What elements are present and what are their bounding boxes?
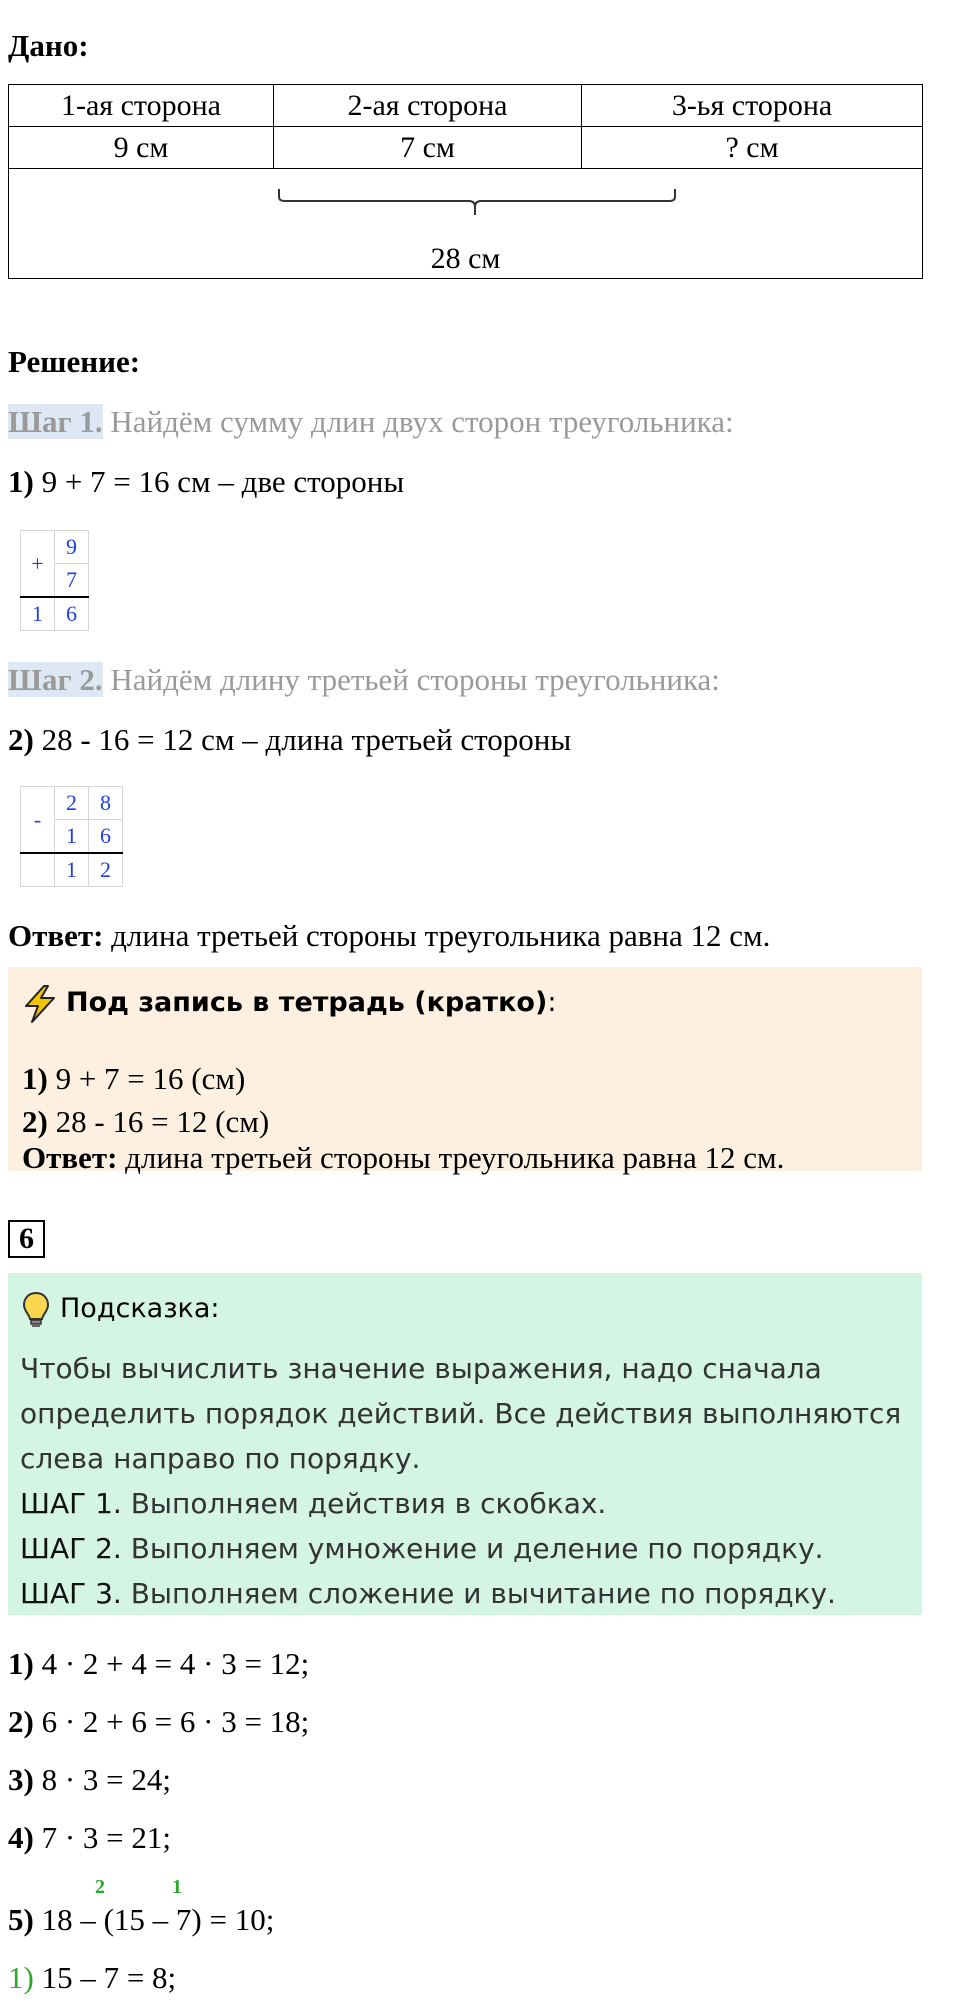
task6-line-2 [8, 1702, 309, 1742]
note-line2-number: 2) [22, 1104, 48, 1139]
line2-text: 28 - 16 = 12 см – длина третьей стороны [33, 722, 572, 757]
given-value-1: 9 см [9, 127, 274, 169]
hint-step-text: Выполняем действия в скобках. [121, 1487, 607, 1520]
calc-line-1 [8, 462, 404, 502]
task6-line-number: 4) [8, 1820, 34, 1855]
calc2-result-digit: 2 [89, 853, 123, 887]
note-line1-number: 1) [22, 1061, 48, 1096]
notebook-note-box [8, 967, 922, 1175]
hint-step-label: ШАГ 3. [20, 1577, 122, 1610]
order-mark-2: 2 [95, 1876, 105, 1898]
line1-number: 1) [8, 464, 34, 499]
calc1-result-digit: 1 [21, 597, 55, 631]
lightbulb-icon [22, 1290, 50, 1330]
task6-subline-1 [8, 1958, 176, 1998]
note-title: Под запись в тетрадь (кратко) [66, 987, 548, 1018]
hint-step-text: Выполняем умножение и деление по порядку. [121, 1532, 824, 1565]
note-line-1 [22, 1059, 245, 1099]
column-subtraction [20, 786, 123, 887]
hint-box [8, 1273, 922, 1615]
calc-line-2 [8, 720, 571, 760]
answer-text: длина третьей стороны треугольника равна 12 см. [103, 918, 771, 953]
hint-paragraph: определить порядок действий. Все действия выполняются [20, 1397, 902, 1430]
column-addition [20, 530, 89, 631]
hint-step-1 [20, 1481, 901, 1526]
given-title: Дано: [8, 28, 89, 63]
task6-line-number: 2) [8, 1704, 34, 1739]
hint-title-line [22, 1289, 220, 1330]
task6-line-text: 8 · 3 = 24; [33, 1762, 171, 1797]
hint-step-3 [20, 1571, 901, 1616]
task6-line-number: 5) [8, 1902, 34, 1937]
minus-sign: - [21, 787, 55, 854]
note-colon: : [547, 987, 557, 1018]
note-answer [22, 1140, 785, 1175]
given-table [8, 84, 923, 279]
line1-text: 9 + 7 = 16 см – две стороны [33, 464, 405, 499]
given-header-2: 2-ая сторона [274, 85, 582, 127]
hint-body [20, 1346, 901, 1616]
note-answer-label: Ответ: [22, 1140, 118, 1175]
calc1-digit: 9 [55, 531, 89, 564]
step1-label: Шаг 1. [8, 404, 103, 439]
given-header-1: 1-ая сторона [9, 85, 274, 127]
task6-line-1 [8, 1644, 309, 1684]
given-sum-cell [9, 169, 923, 279]
note-answer-text: длина третьей стороны треугольника равна 12 см. [117, 1140, 785, 1175]
step1-line [8, 402, 734, 442]
task6-line-text: 6 · 2 + 6 = 6 · 3 = 18; [33, 1704, 310, 1739]
hint-step-label: ШАГ 2. [20, 1532, 122, 1565]
calc2-digit: 6 [89, 820, 123, 854]
hint-step-text: Выполняем сложение и вычитание по порядку. [121, 1577, 836, 1610]
calc2-digit: 8 [89, 787, 123, 820]
curly-brace-icon [277, 187, 677, 221]
answer-line [8, 916, 770, 956]
given-sum: 28 см [430, 242, 501, 275]
task6-subline-text: 15 – 7 = 8; [33, 1960, 177, 1995]
step1-text: Найдём сумму длин двух сторон треугольника: [102, 404, 734, 439]
given-value-2: 7 см [274, 127, 582, 169]
task6-line-text: 4 · 2 + 4 = 4 · 3 = 12; [33, 1646, 310, 1681]
calc1-digit: 7 [55, 564, 89, 598]
hint-title: Подсказка: [60, 1293, 220, 1324]
step2-label: Шаг 2. [8, 662, 103, 697]
line2-number: 2) [8, 722, 34, 757]
given-header-3: 3-ья сторона [582, 85, 923, 127]
task6-line-3 [8, 1760, 171, 1800]
solution-title: Решение: [8, 344, 141, 379]
note-line1-text: 9 + 7 = 16 (см) [47, 1061, 246, 1096]
order-mark-1: 1 [172, 1876, 182, 1898]
task6-line-text: 18 – (15 – 7) = 10; [33, 1902, 275, 1937]
note-title-line [22, 983, 556, 1024]
answer-label: Ответ: [8, 918, 104, 953]
given-value-3: ? см [582, 127, 923, 169]
hint-paragraph: слева направо по порядку. [20, 1442, 421, 1475]
calc1-result-digit: 6 [55, 597, 89, 631]
calc2-digit: 2 [55, 787, 89, 820]
task-number: 6 [8, 1220, 45, 1258]
hint-step-2 [20, 1526, 901, 1571]
plus-sign: + [21, 531, 55, 598]
note-line-2 [22, 1102, 269, 1142]
note-line2-text: 28 - 16 = 12 (см) [47, 1104, 270, 1139]
lightning-icon [22, 984, 58, 1024]
task6-line-5 [8, 1900, 274, 1940]
step2-text: Найдём длину третьей стороны треугольника: [102, 662, 720, 697]
task6-subline-number: 1) [8, 1960, 34, 1995]
task6-line-number: 3) [8, 1762, 34, 1797]
hint-paragraph: Чтобы вычислить значение выражения, надо сначала [20, 1352, 822, 1385]
step2-line [8, 660, 720, 700]
task6-line-number: 1) [8, 1646, 34, 1681]
task6-line-4 [8, 1818, 171, 1858]
calc2-result-digit: 1 [55, 853, 89, 887]
hint-step-label: ШАГ 1. [20, 1487, 122, 1520]
calc2-digit: 1 [55, 820, 89, 854]
task6-line-text: 7 · 3 = 21; [33, 1820, 171, 1855]
